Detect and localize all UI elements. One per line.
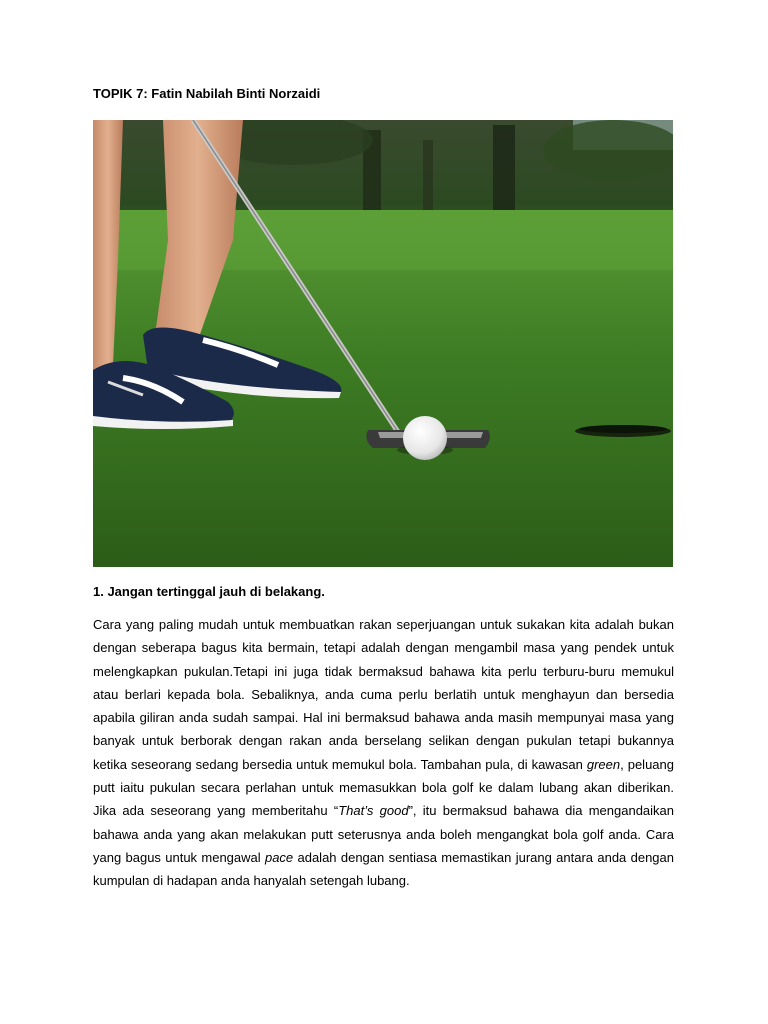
golf-putting-photo [93,120,673,567]
emphasis-pace: pace [264,849,294,865]
page-title: TOPIK 7: Fatin Nabilah Binti Norzaidi [93,86,321,101]
paragraph-text-4: adalah dengan sentiasa memastikan jurang antara anda dengan kumpulan di hadapan anda hanyalah setengah lubang. [93,849,674,889]
emphasis-green: green [586,756,621,772]
section-heading: 1. Jangan tertinggal jauh di belakang. [93,584,325,599]
paragraph-text-3: ”, itu bermaksud bahawa dia mengandaikan bahawa anda yang akan melakukan putt seterusnya anda boleh mengangkat bola golf anda. Cara yang bagus untuk mengawal [93,803,675,865]
body-paragraph [93,613,674,893]
paragraph-text-2: , peluang putt iaitu pukulan secara perlahan untuk memasukkan bola golf ke dalam lubang akan diberikan. Jika ada seseorang yang memberitahu “ [93,756,674,819]
paragraph-text-1: Cara yang paling mudah untuk membuatkan rakan seperjuangan untuk sukakan kita adalah bukan dengan seberapa bagus kita bermain, tetapi adalah dengan mengambil masa yang pendek untuk melengkapkan pukulan.Tetapi ini juga tidak bermaksud bahawa kita perlu terburu-buru memukul atau berlari kepada bola. Sebaliknya, anda cuma perlu berlatih untuk menghayun dan bersedia apabila giliran anda sudah sampai. Hal ini bermaksud bahawa anda masih mempunyai masa yang banyak untuk berborak dengan rakan anda berselang selikan dengan pukulan tetapi bukannya ketika seseorang sedang bersedia untuk memukul bola. Tambahan pula, di kawasan [93,617,674,772]
emphasis-thats-good: That’s good [338,803,409,819]
